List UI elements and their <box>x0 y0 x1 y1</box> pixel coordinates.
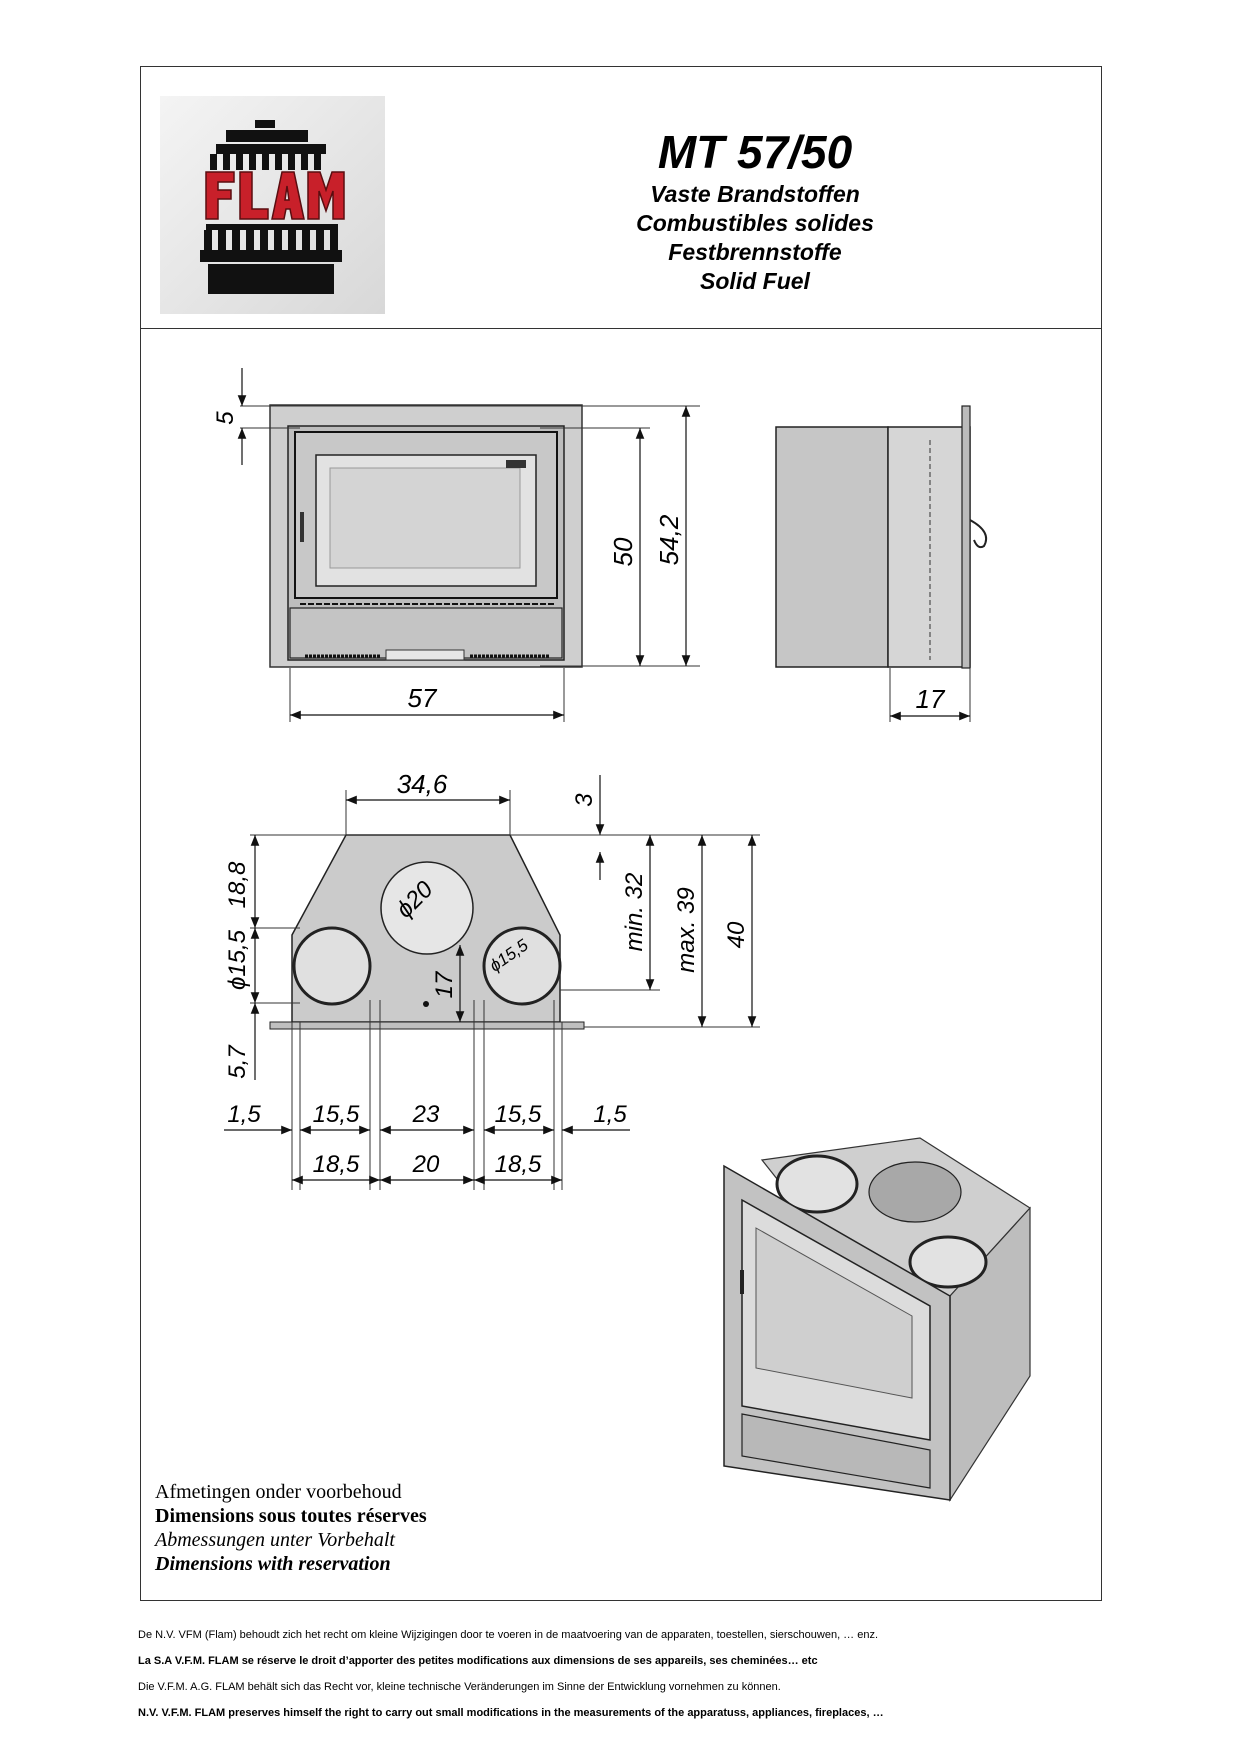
dim-lip: 5,7 <box>224 1045 251 1079</box>
dim-small-pipe: ϕ15,5 <box>485 935 532 976</box>
front-view <box>212 368 700 722</box>
dim-top: 5 <box>212 411 239 425</box>
top-view <box>224 769 760 1190</box>
model-title: MT 57/50 <box>657 126 853 178</box>
perspective-view <box>724 1138 1030 1500</box>
subtitle-fr: Combustibles solides <box>636 210 874 236</box>
dim-side-pipe: ϕ15,5 <box>224 929 251 991</box>
side-view <box>776 406 986 722</box>
dim-row2-3: 18,5 <box>494 1151 542 1178</box>
dim-min: min. 32 <box>621 872 648 952</box>
footer-disclaimer <box>138 1622 1138 1726</box>
footer-fr: La S.A V.F.M. FLAM se réserve le droit d’apporter des petites modifications aux dimensions de ses appareils, ses cheminées… etc <box>138 1655 818 1667</box>
dim-total: 40 <box>723 921 750 949</box>
dim-left-depth: 18,8 <box>224 861 251 909</box>
dim-row1-3: 23 <box>412 1101 440 1128</box>
header-divider <box>140 328 1102 329</box>
footer-nl: De N.V. VFM (Flam) behoudt zich het recht om kleine Wijzigingen door te voeren in de maatvoering van de apparaten, toestellen, sierschouwen, … enz. <box>138 1629 879 1641</box>
title-block <box>600 124 910 296</box>
flam-logo <box>160 96 385 314</box>
dim-offset: 3 <box>571 793 598 807</box>
dims-note-fr: Dimensions sous toutes réserves <box>155 1505 427 1527</box>
dim-row2-2: 20 <box>412 1151 440 1178</box>
dim-row1-1: 1,5 <box>227 1101 261 1128</box>
technical-drawing <box>140 330 1100 1600</box>
dimensions-note <box>155 1480 427 1576</box>
dim-inner-height: 50 <box>608 537 638 567</box>
footer-de: Die V.F.M. A.G. FLAM behält sich das Recht vor, kleine technische Veränderungen im Sinne der Entwicklung vornehmen zu können. <box>138 1681 781 1693</box>
subtitle-nl: Vaste Brandstoffen <box>650 181 860 207</box>
subtitle-de: Festbrennstoffe <box>668 239 842 265</box>
dim-pipe-height: 17 <box>431 971 458 999</box>
dim-width: 57 <box>407 683 437 713</box>
dim-total-height: 54,2 <box>654 514 684 566</box>
dim-top-width: 34,6 <box>396 769 448 799</box>
dim-row2-1: 18,5 <box>312 1151 360 1178</box>
subtitle-en: Solid Fuel <box>700 268 810 294</box>
dim-max: max. 39 <box>673 887 700 973</box>
dims-note-en: Dimensions with reservation <box>155 1553 391 1575</box>
dim-depth: 17 <box>915 684 945 714</box>
dim-center-pipe: ϕ20 <box>390 875 439 924</box>
dim-row1-2: 15,5 <box>312 1101 360 1128</box>
footer-en: N.V. V.F.M. FLAM preserves himself the right to carry out small modifications in the measurements of the apparatuss, appliances, fireplaces, … <box>138 1707 884 1719</box>
dims-note-de: Abmessungen unter Vorbehalt <box>155 1529 395 1551</box>
dim-row1-4: 15,5 <box>494 1101 542 1128</box>
dim-row1-5: 1,5 <box>593 1101 627 1128</box>
dims-note-nl: Afmetingen onder voorbehoud <box>155 1481 402 1503</box>
